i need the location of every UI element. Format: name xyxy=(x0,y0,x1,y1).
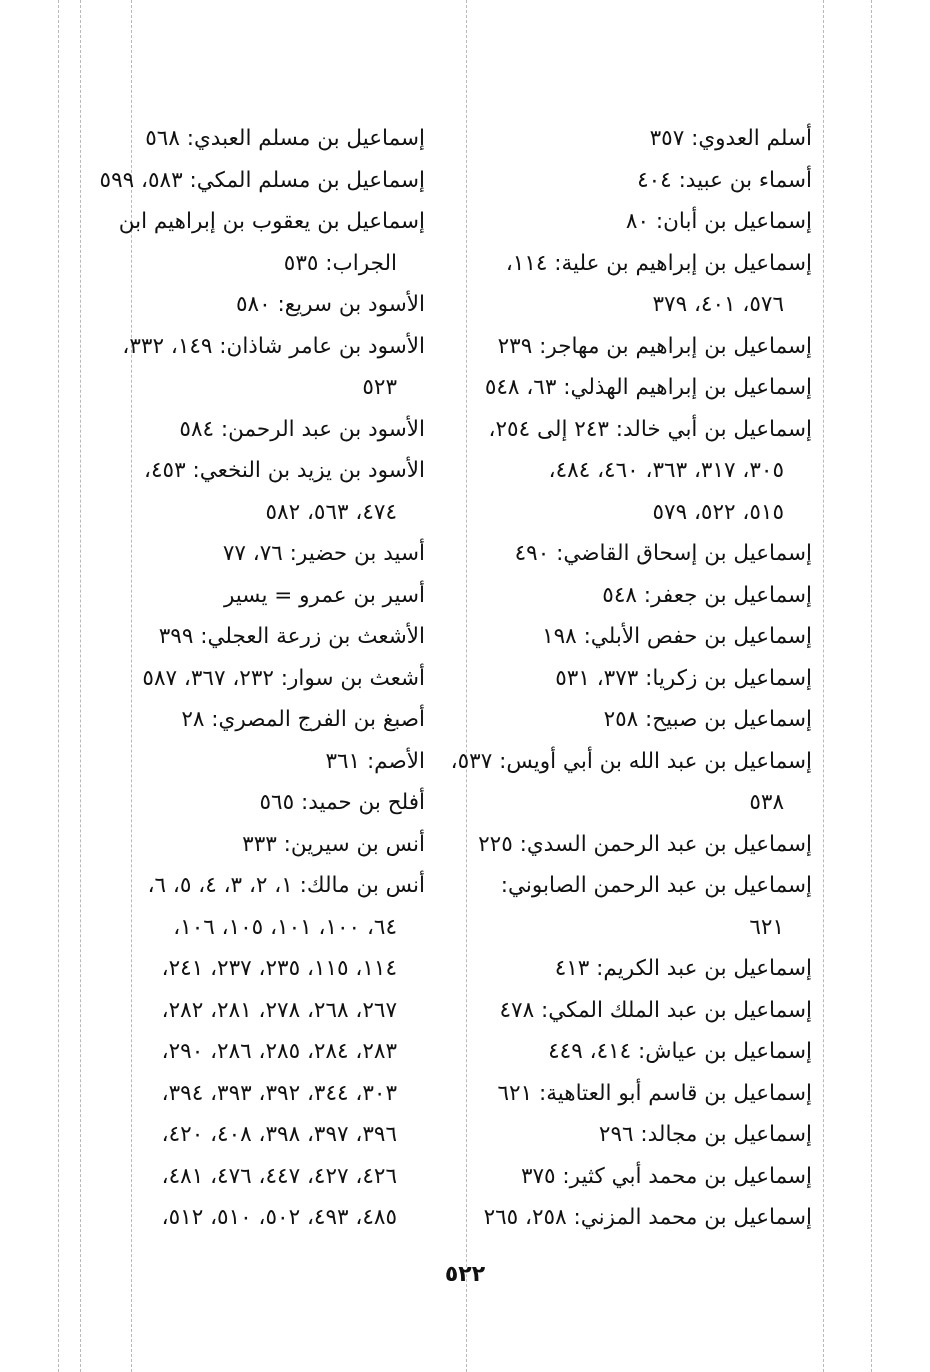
index-entry: أنس بن مالك: ١، ٢، ٣، ٤، ٥، ٦، xyxy=(147,873,425,898)
index-entry: إسماعيل بن محمد أبي كثير: ٣٧٥ xyxy=(520,1163,812,1189)
index-entry: الأسود بن سريع: ٥٨٠ xyxy=(236,292,425,317)
index-entry-continuation: ٣٠٥، ٣١٧، ٣٦٣، ٤٦٠، ٤٨٤، xyxy=(548,458,784,483)
index-entry: إسماعيل بن إبراهيم بن علية: ١١٤، xyxy=(505,250,812,276)
index-entry: أفلح بن حميد: ٥٦٥ xyxy=(259,790,425,815)
index-entry-continuation: ٢٨٣، ٢٨٤، ٢٨٥، ٢٨٦، ٢٩٠، xyxy=(161,1039,397,1064)
index-entry: إسماعيل بن قاسم أبو العتاهية: ٦٢١ xyxy=(497,1080,812,1106)
index-entry: أسلم العدوي: ٣٥٧ xyxy=(649,126,812,151)
index-entry-continuation: ٣٠٣، ٣٤٤، ٣٩٢، ٣٩٣، ٣٩٤، xyxy=(161,1080,397,1106)
index-entry: إسماعيل بن صبيح: ٢٥٨ xyxy=(603,707,812,732)
index-entry: إسماعيل بن إسحاق القاضي: ٤٩٠ xyxy=(514,541,812,566)
page-number: ٥٢٢ xyxy=(444,1262,486,1287)
index-entry: إسماعيل بن عبد الرحمن الصابوني: xyxy=(500,873,812,898)
index-entry: إسماعيل بن مسلم المكي: ٥٨٣، ٥٩٩ xyxy=(99,167,425,193)
index-entry-continuation: ٢٦٧، ٢٦٨، ٢٧٨، ٢٨١، ٢٨٢، xyxy=(161,997,397,1023)
index-entry: إسماعيل بن أبي خالد: ٢٤٣ إلى ٢٥٤، xyxy=(488,416,812,442)
index-entry: إسماعيل بن حفص الأبلي: ١٩٨ xyxy=(542,624,812,649)
index-entry-continuation: الجراب: ٥٣٥ xyxy=(283,250,397,276)
index-column-left xyxy=(80,118,425,1239)
index-entry: إسماعيل بن عياش: ٤١٤، ٤٤٩ xyxy=(548,1039,812,1064)
index-entry: أشعث بن سوار: ٢٣٢، ٣٦٧، ٥٨٧ xyxy=(142,665,425,691)
index-entry: إسماعيل بن عبد الرحمن السدي: ٢٢٥ xyxy=(478,831,812,857)
index-entry: إسماعيل بن إبراهيم بن مهاجر: ٢٣٩ xyxy=(497,333,812,359)
index-entry-continuation: ٥٧٦، ٤٠١، ٣٧٩ xyxy=(652,292,784,317)
index-entry: إسماعيل بن مسلم العبدي: ٥٦٨ xyxy=(145,126,425,151)
index-entry: إسماعيل بن عبد الملك المكي: ٤٧٨ xyxy=(499,997,812,1023)
index-entry-continuation: ٣٩٦، ٣٩٧، ٣٩٨، ٤٠٨، ٤٢٠، xyxy=(161,1122,397,1147)
index-entry: إسماعيل بن جعفر: ٥٤٨ xyxy=(602,582,812,608)
index-entry: الأسود بن يزيد بن النخعي: ٤٥٣، xyxy=(144,458,425,483)
index-entry: إسماعيل بن إبراهيم الهذلي: ٦٣، ٥٤٨ xyxy=(484,375,812,400)
index-entry: أسماء بن عبيد: ٤٠٤ xyxy=(637,167,812,193)
index-entry-continuation: ٦٢١ xyxy=(749,914,784,940)
index-entry: إسماعيل بن يعقوب بن إبراهيم ابن xyxy=(118,209,425,234)
index-entry: إسماعيل بن محمد المزني: ٢٥٨، ٢٦٥ xyxy=(483,1205,812,1230)
index-entry-continuation: ٤٢٦، ٤٢٧، ٤٤٧، ٤٧٦، ٤٨١، xyxy=(161,1163,397,1189)
index-entry-continuation: ٥٢٣ xyxy=(362,375,397,400)
index-entry: الأصم: ٣٦١ xyxy=(325,748,425,774)
index-entry-continuation: ٤٧٤، ٥٦٣، ٥٨٢ xyxy=(265,499,397,525)
index-entry-continuation: ٤٨٥، ٤٩٣، ٥٠٢، ٥١٠، ٥١٢، xyxy=(161,1205,397,1230)
index-entry-continuation: ٦٤، ١٠٠، ١٠١، ١٠٥، ١٠٦، xyxy=(173,914,397,940)
index-entry-continuation: ١١٤، ١١٥، ٢٣٥، ٢٣٧، ٢٤١، xyxy=(161,956,397,981)
index-entry: إسماعيل بن مجالد: ٢٩٦ xyxy=(598,1122,812,1147)
margin-rule xyxy=(871,0,872,1372)
index-entry-continuation: ٥١٥، ٥٢٢، ٥٧٩ xyxy=(652,499,784,525)
margin-rule xyxy=(823,0,824,1372)
index-entry: الأسود بن عبد الرحمن: ٥٨٤ xyxy=(179,416,425,442)
margin-rule xyxy=(58,0,59,1372)
index-entry: أنس بن سيرين: ٣٣٣ xyxy=(242,831,425,857)
index-entry: إسماعيل بن عبد الله بن أبي أويس: ٥٣٧، xyxy=(450,748,812,774)
index-entry-continuation: ٥٣٨ xyxy=(749,790,784,815)
index-entry: أسيد بن حضير: ٧٦، ٧٧ xyxy=(222,541,425,566)
index-entry: إسماعيل بن زكريا: ٣٧٣، ٥٣١ xyxy=(555,665,812,691)
index-entry: أسير بن عمرو = يسير xyxy=(223,582,425,608)
index-entry: الأشعث بن زرعة العجلي: ٣٩٩ xyxy=(158,624,425,649)
index-entry: إسماعيل بن عبد الكريم: ٤١٣ xyxy=(554,956,812,981)
index-column-right xyxy=(450,118,812,1239)
index-entry: إسماعيل بن أبان: ٨٠ xyxy=(625,209,812,234)
index-entry: الأسود بن عامر شاذان: ١٤٩، ٣٣٢، xyxy=(122,333,425,359)
index-entry: أصبغ بن الفرج المصري: ٢٨ xyxy=(181,707,425,732)
